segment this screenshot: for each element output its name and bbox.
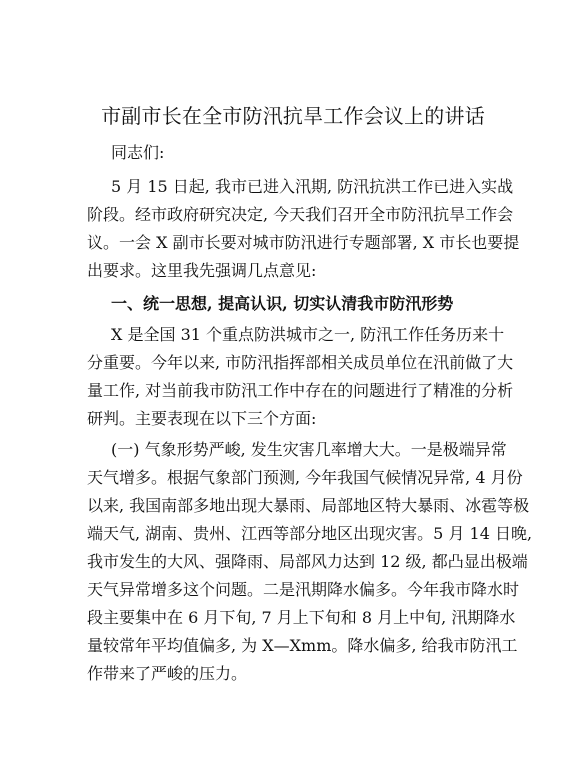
paragraph-line: 5 月 15 日起, 我市已进入汛期, 防汛抗洪工作已进入实战 xyxy=(111,177,514,196)
paragraph-line: 分重要。今年以来, 市防汛指挥部相关成员单位在汛前做了大 xyxy=(87,353,514,372)
paragraph-line: 阶段。经市政府研究决定, 今天我们召开全市防汛抗旱工作会 xyxy=(87,205,514,224)
paragraph-line: 端天气, 湖南、贵州、江西等部分地区出现灾害。5 月 14 日晚, xyxy=(87,524,533,543)
salutation: 同志们: xyxy=(111,143,165,162)
paragraph-line: 段主要集中在 6 月下旬, 7 月上下旬和 8 月上中旬, 汛期降水 xyxy=(87,608,516,627)
section-heading: 一、统一思想, 提高认识, 切实认清我市防汛形势 xyxy=(111,294,454,313)
paragraph-line: 以来, 我国南部多地出现大暴雨、局部地区特大暴雨、冰雹等极 xyxy=(87,496,530,515)
paragraph-line: 研判。主要表现在以下三个方面: xyxy=(87,409,317,428)
document-title: 市副市长在全市防汛抗旱工作会议上的讲话 xyxy=(101,104,485,128)
paragraph-line: 作带来了严峻的压力。 xyxy=(87,664,248,683)
paragraph-line: 量较常年平均值偏多, 为 X—Xmm。降水偏多, 给我市防汛工 xyxy=(87,636,518,655)
paragraph-line: 出要求。这里我先强调几点意见: xyxy=(87,261,317,280)
paragraph-line: 量工作, 对当前我市防汛工作中存在的问题进行了精准的分析 xyxy=(87,381,514,400)
paragraph-line: 议。一会 X 副市长要对城市防汛进行专题部署, X 市长也要提 xyxy=(87,233,520,252)
paragraph-line: 天气异常增多这个问题。二是汛期降水偏多。今年我市降水时 xyxy=(87,580,520,599)
paragraph-line: X 是全国 31 个重点防洪城市之一, 防汛工作任务历来十 xyxy=(111,325,505,344)
paragraph-line: (一) 气象形势严峻, 发生灾害几率增大大。一是极端异常 xyxy=(111,440,507,459)
paragraph-line: 我市发生的大风、强降雨、局部风力达到 12 级, 都凸显出极端 xyxy=(87,552,528,571)
paragraph-line: 天气增多。根据气象部门预测, 今年我国气候情况异常, 4 月份 xyxy=(87,468,523,487)
